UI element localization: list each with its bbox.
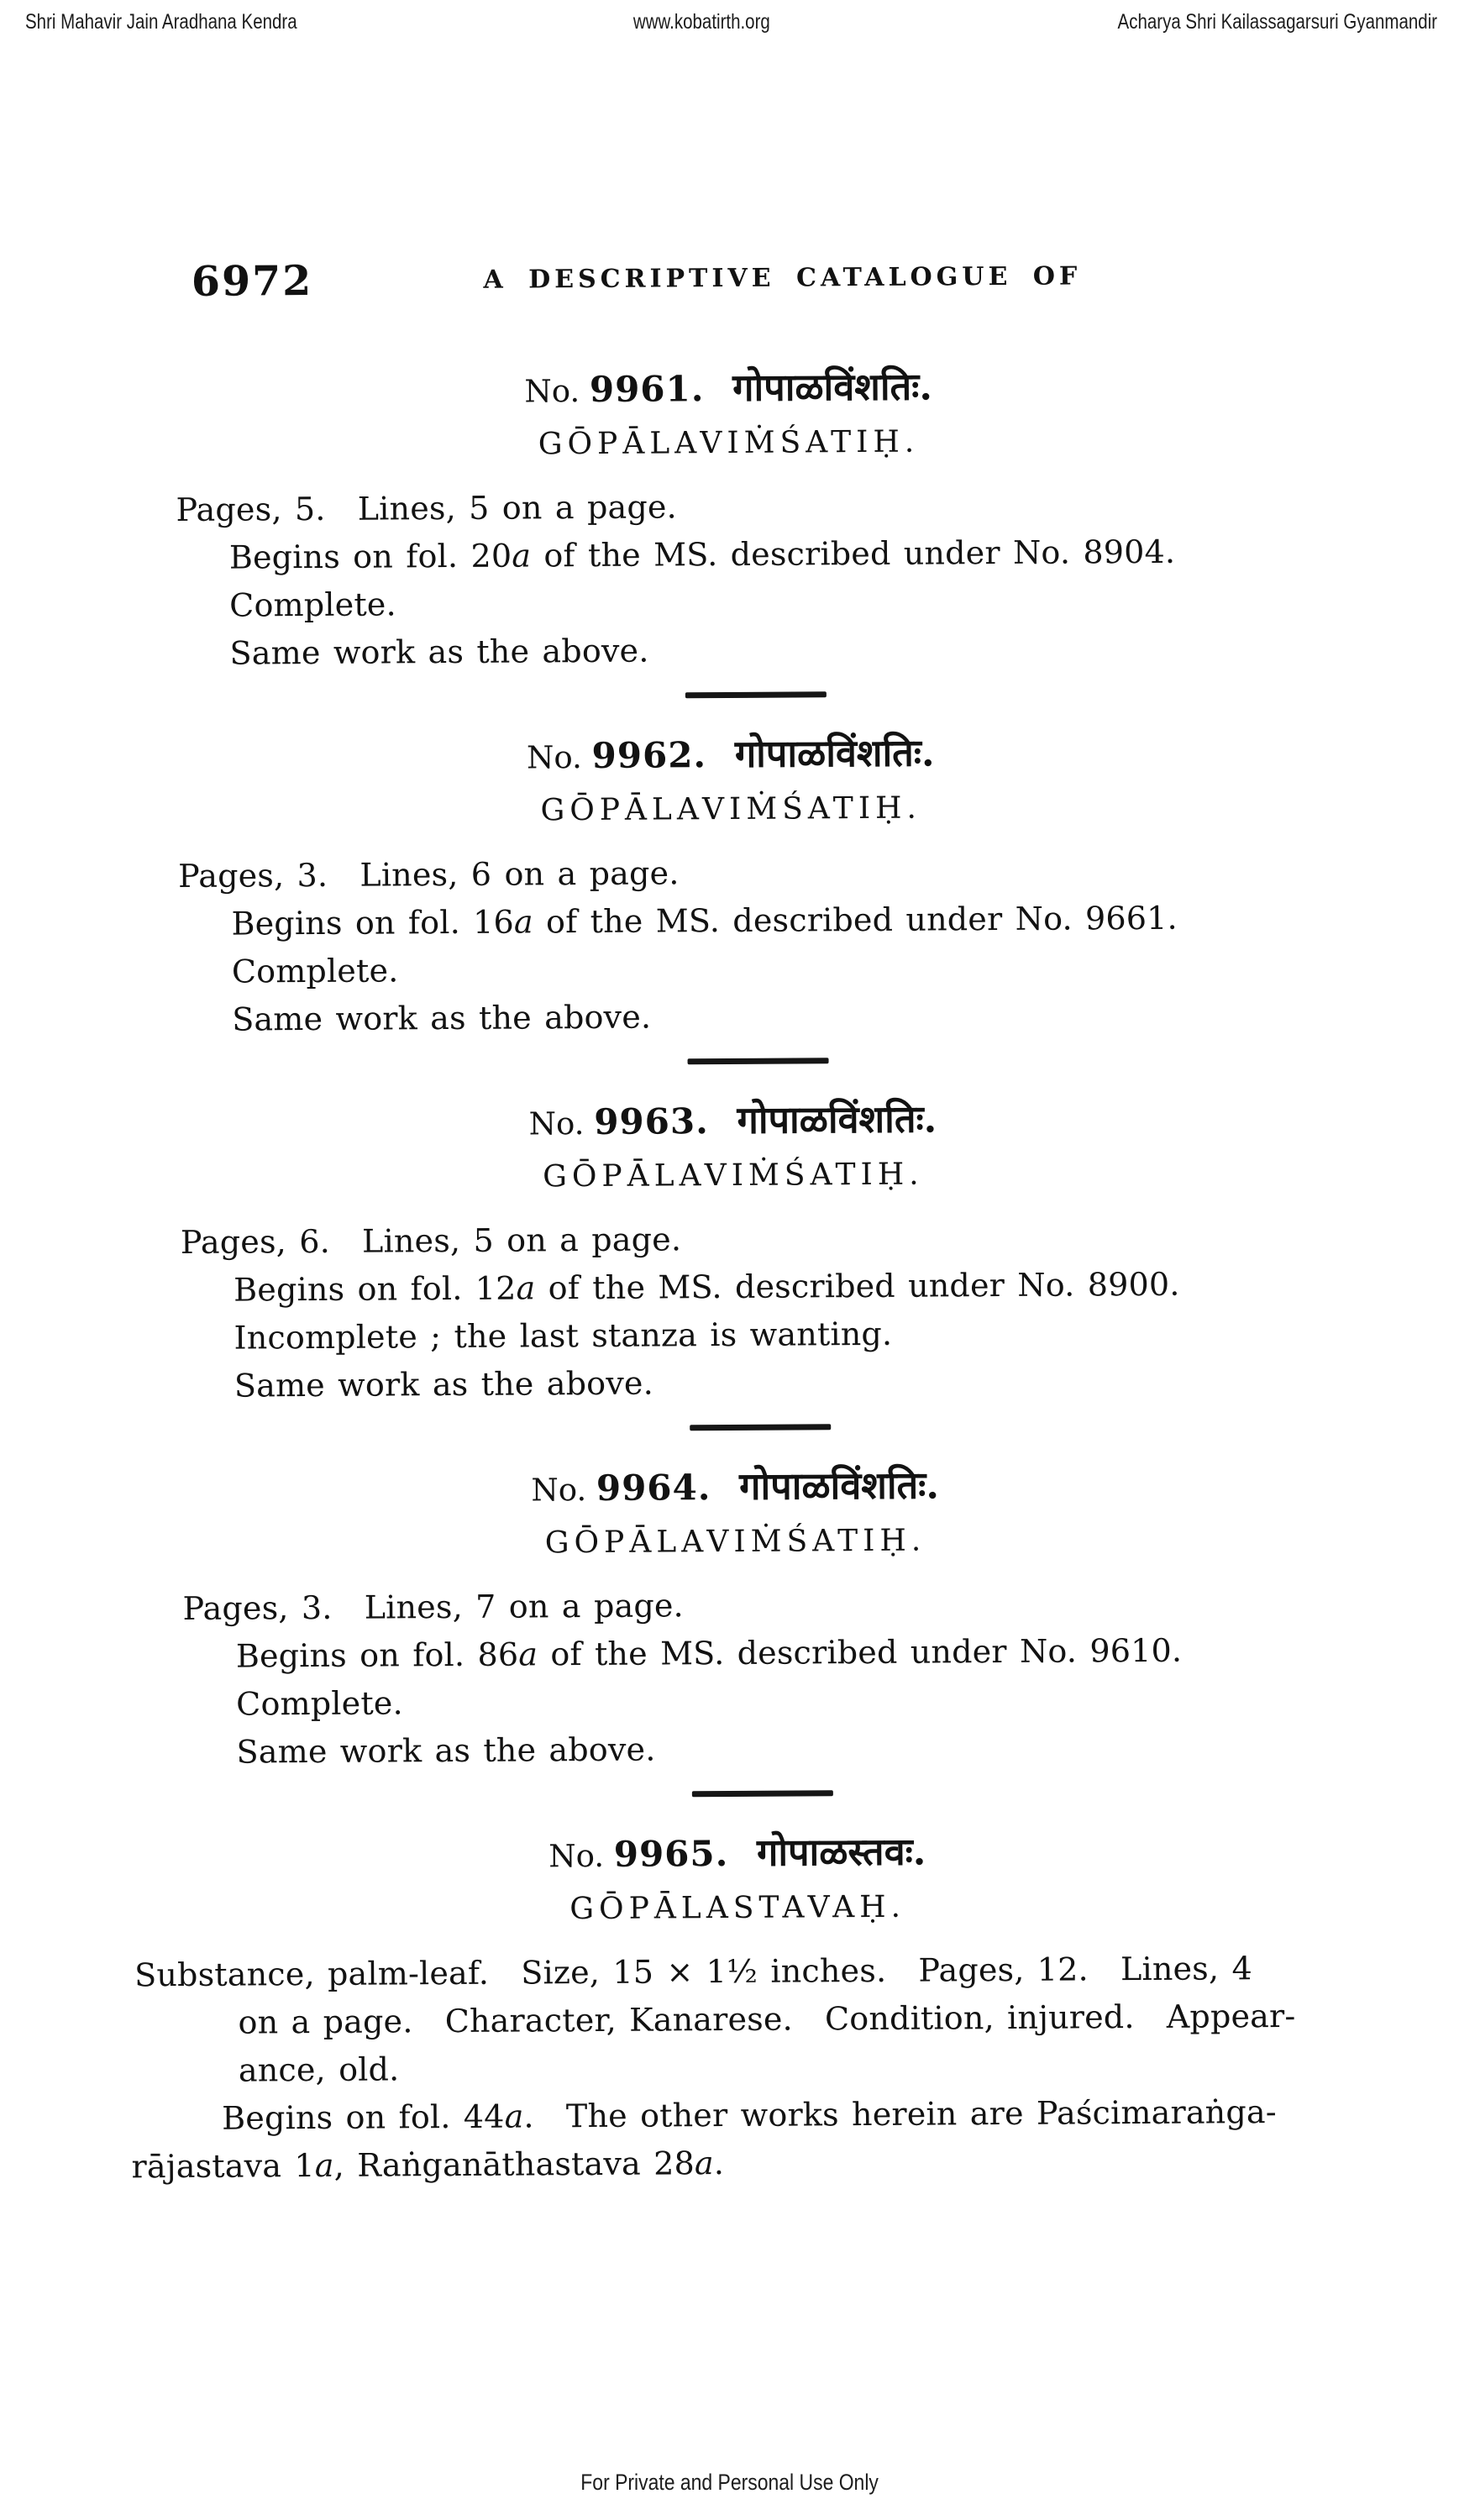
entry-title-devanagari: गोपाळविंशतिः. — [734, 730, 935, 776]
entry-body — [126, 1212, 1342, 1411]
entry-detail-line: Pages, 3. Lines, 7 on a page. — [182, 1587, 685, 1627]
entry-detail-line: Complete. — [236, 1684, 403, 1723]
entry-heading — [125, 1090, 1341, 1154]
entry-body — [128, 1578, 1344, 1777]
entry-no-label: No. — [531, 1472, 587, 1509]
entry-detail-line: Begins on fol. 16a of the MS. described under No. 9661. — [231, 899, 1178, 942]
entry-detail-line: rājastava 1a, Raṅganāthastava 28a. — [131, 2145, 725, 2186]
entry-detail-line: Same work as the above. — [236, 1730, 656, 1771]
entry-no-label: No. — [528, 1105, 585, 1142]
digitization-source-url: www.kobatirth.org — [633, 10, 771, 34]
entry-no-label: No. — [524, 373, 580, 410]
entry-body — [121, 480, 1337, 679]
entry-detail-line: Pages, 6. Lines, 5 on a page. — [180, 1221, 682, 1261]
entry-detail-line: on a page. Character, Kanarese. Condition, injured. Appear- — [238, 1997, 1296, 2041]
entry-title-transliteration: GŌPĀLAVIṀŚATIḤ. — [544, 1523, 926, 1561]
entry-detail-line: Begins on fol. 20a of the MS. described under No. 8904. — [228, 533, 1176, 576]
catalogue-entry-9965 — [129, 1823, 1347, 2192]
entry-no-label: No. — [526, 739, 582, 776]
entry-number: 9964. — [596, 1467, 711, 1509]
entry-title-devanagari: गोपाळविंशतिः. — [737, 1096, 937, 1142]
entry-detail-line: Incomplete ; the last stanza is wanting. — [234, 1315, 893, 1357]
catalogue-entry-9963 — [125, 1090, 1342, 1435]
digitization-credit-left: Shri Mahavir Jain Aradhana Kendra — [25, 10, 297, 34]
entry-title-transliteration: GŌPĀLAVIṀŚATIḤ. — [543, 1157, 924, 1194]
catalogue-entry-9964 — [127, 1457, 1344, 1801]
running-title: A DESCRIPTIVE CATALOGUE OF — [483, 261, 1082, 295]
entry-detail-line: ance, old. — [238, 2050, 400, 2089]
entry-title-transliteration: GŌPĀLAVIṀŚATIḤ. — [538, 424, 920, 462]
entry-detail-line: Complete. — [231, 952, 399, 990]
entry-title-devanagari: गोपाळविंशतिः. — [739, 1462, 940, 1509]
entry-heading — [120, 358, 1336, 422]
entry-title-transliteration: GŌPĀLAVIṀŚATIḤ. — [540, 790, 922, 828]
entry-number: 9965. — [613, 1833, 729, 1875]
entry-detail-line: Same work as the above. — [232, 998, 652, 1038]
footer-usage-note: For Private and Personal Use Only — [580, 2470, 879, 2495]
digitization-footer — [0, 2470, 1459, 2496]
entry-title-transliteration: GŌPĀLASTAVAḤ. — [569, 1889, 906, 1927]
section-divider — [685, 691, 826, 698]
page-head — [120, 249, 1336, 315]
entry-body — [130, 1945, 1347, 2192]
entry-title-devanagari: गोपाळस्तवः. — [756, 1829, 926, 1875]
entry-detail-line: Substance, palm-leaf. Size, 15 × 1½ inches. Pages, 12. Lines, 4 — [134, 1950, 1252, 1994]
entry-detail-line: Begins on fol. 44a. The other works herein are Paścimaraṅga- — [222, 2093, 1277, 2137]
entry-detail-line: Same work as the above. — [234, 1364, 654, 1404]
entry-detail-line: Pages, 5. Lines, 5 on a page. — [176, 488, 678, 529]
entry-detail-line: Pages, 3. Lines, 6 on a page. — [178, 854, 680, 895]
entry-title-devanagari: गोपाळविंशतिः. — [732, 364, 933, 410]
entry-number: 9963. — [594, 1100, 709, 1142]
section-divider — [687, 1058, 828, 1064]
entry-heading — [123, 724, 1338, 788]
digitization-credit-right: Acharya Shri Kailassagarsuri Gyanmandir — [1117, 10, 1437, 34]
entry-body — [123, 846, 1340, 1045]
entry-detail-line: Begins on fol. 86a of the MS. described under No. 9610. — [235, 1631, 1183, 1675]
entry-heading — [129, 1823, 1345, 1887]
entry-no-label: No. — [548, 1837, 605, 1875]
entry-detail-line: Begins on fol. 12a of the MS. described under No. 8900. — [234, 1265, 1180, 1309]
page-number: 6972 — [191, 256, 313, 306]
catalogue-entry-9961 — [120, 358, 1337, 702]
entry-number: 9961. — [589, 368, 705, 410]
section-divider — [690, 1424, 831, 1431]
entry-number: 9962. — [591, 734, 707, 776]
entry-heading — [127, 1457, 1342, 1520]
catalogue-entry-9962 — [123, 724, 1340, 1068]
entry-detail-line: Same work as the above. — [229, 632, 649, 672]
entry-detail-line: Complete. — [229, 585, 396, 624]
section-divider — [691, 1790, 832, 1797]
